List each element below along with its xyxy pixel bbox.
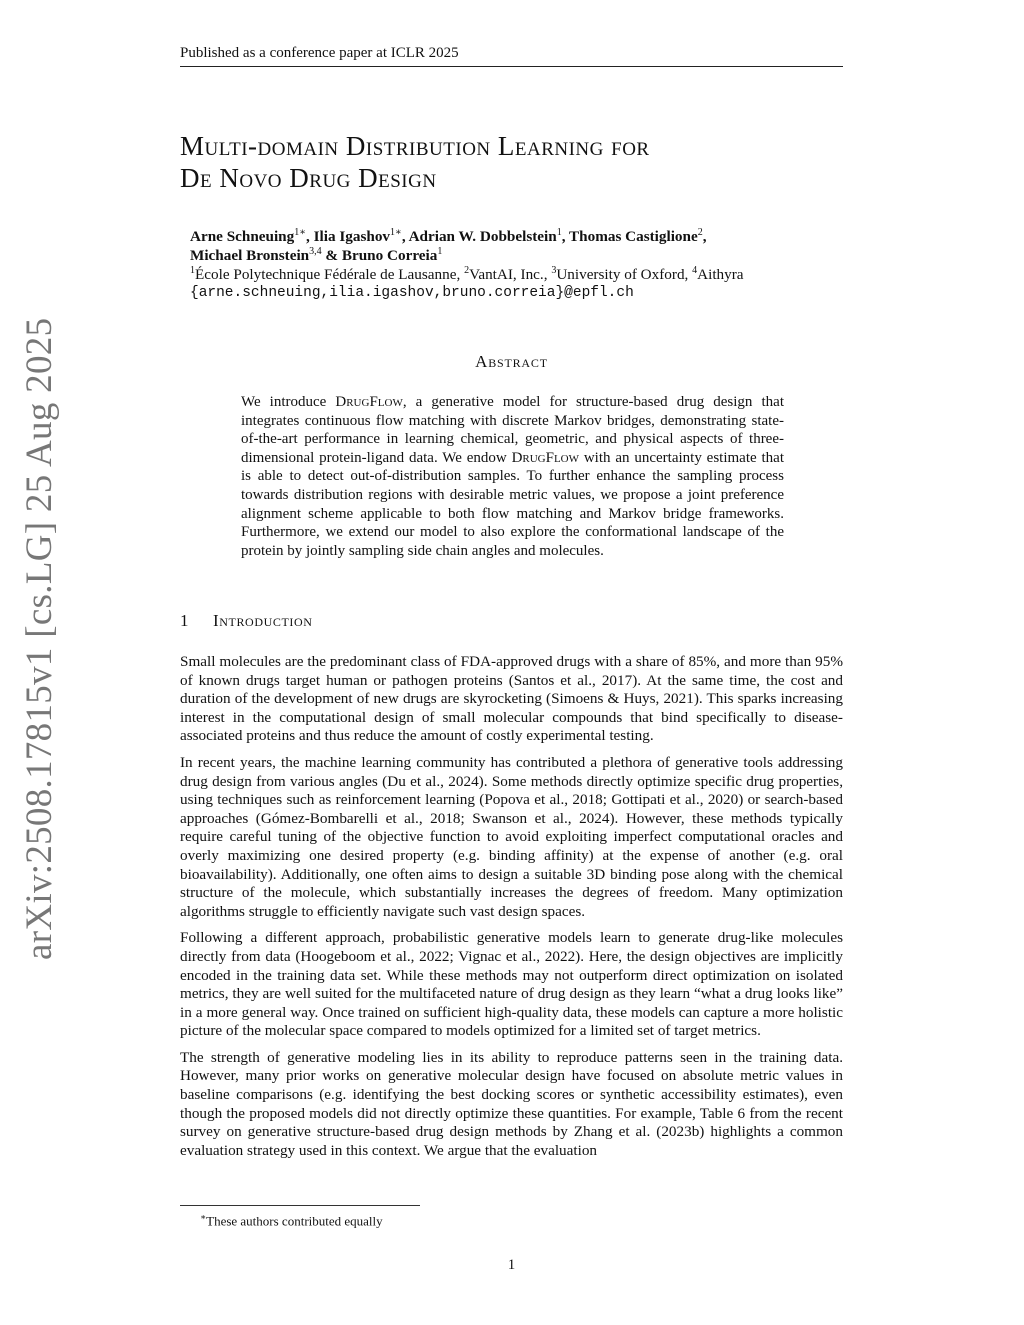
paragraph: In recent years, the machine learning community has contributed a plethora of generative tools addressing drug design from various angles (Du et al., 2024). Some methods directly optimize specific drug properties, using techniques such as reinforcement learning (Popova et al., 2018; Gottipati et al., 2020) or search-based approaches (Gómez-Bombarelli et al., 2018; Swanson et al., 2024). However, these methods typically require careful tuning of the objective function to avoid exploiting imperfect computational oracles and overly maximizing one desired property (e.g. binding affinity) at the expense of another (e.g. oral bioavailability). Additionally, one often aims to design a suitable 3D binding pose along with the chemical structure of the molecule, which substantially increases the degrees of freedom. Many optimization algorithms struggle to efficiently navigate such vast design spaces. xyxy=(180,753,843,920)
author-affil-mark: 2 xyxy=(697,226,703,238)
author-affil-mark: 1∗ xyxy=(294,226,307,238)
arxiv-stamp: arXiv:2508.17815v1 [cs.LG] 25 Aug 2025 xyxy=(19,317,60,960)
abstract-text xyxy=(241,393,784,560)
paper-title xyxy=(180,130,840,194)
paragraph: The strength of generative modeling lies in its ability to reproduce patterns seen in the training data. However, many prior works on generative molecular design have focused on absolute metric values in baseline comparisons (e.g. identifying the best docking scores or synthetic accessibility estimates), even though the proposed models did not directly optimize these quantities. For example, Table 6 from the recent survey on generative structure-based drug design methods by Zhang et al. (2023b) highlights a common evaluation strategy used in this context. We argue that the evaluation xyxy=(180,1048,843,1159)
title-line-1: Multi-domain Distribution Learning for xyxy=(180,131,650,161)
affiliation: University of Oxford, xyxy=(556,266,693,283)
model-name: DrugFlow xyxy=(335,394,403,410)
author-separator: , xyxy=(702,228,707,245)
author-name: Ilia Igashov xyxy=(313,228,391,245)
paragraph: Following a different approach, probabilistic generative models learn to generate drug-like molecules directly from data (Hoogeboom et al., 2022; Vignac et al., 2022). Here, the design objectives are implicitly encoded in the training data set. While these methods may not outperform direct optimization on isolated metrics, they are well suited for the multifaceted nature of drug design as they learn “what a drug looks like” in a more general way. Once trained on sufficient high-quality data, these models can capture a more holistic picture of the molecular space compared to models optimized for a limited set of target metrics. xyxy=(180,929,843,1040)
section-body xyxy=(180,653,843,1168)
affil-number: 2 xyxy=(464,264,470,276)
model-name: DrugFlow xyxy=(511,449,580,466)
footnote-mark: ∗ xyxy=(200,1212,207,1222)
abstract-heading: Abstract xyxy=(475,352,548,371)
author-separator: , xyxy=(306,228,314,245)
author-name: Adrian W. Dobbelstein xyxy=(408,228,557,245)
page-number: 1 xyxy=(507,1257,516,1273)
author-name: Thomas Castiglione xyxy=(569,228,698,245)
title-line-2: De Novo Drug Design xyxy=(180,163,437,193)
affiliation: Aithyra xyxy=(697,266,744,283)
author-separator: , xyxy=(561,228,570,245)
affiliation: VantAI, Inc., xyxy=(469,266,552,283)
affiliation: École Polytechnique Fédérale de Lausanne, xyxy=(195,266,465,283)
section-number: 1 xyxy=(180,611,190,630)
section-title: Introduction xyxy=(213,611,313,630)
author-emails: {arne.schneuing,ilia.igashov,bruno.correia}@epfl.ch xyxy=(190,285,634,301)
paragraph: Small molecules are the predominant class of FDA-approved drugs with a share of 85%, and more than 95% of known drugs target human or pathogen proteins (Santos et al., 2017). At the same time, the cost and duration of the development of new drugs are skyrocketing (Simoens & Huys, 2021). This sparks increasing interest in the computational design of small molecular compounds that bind specifically to disease-associated proteins and thus reduce the amount of costly experimental testing. xyxy=(180,653,843,745)
author-names xyxy=(190,227,840,265)
author-affil-mark: 1∗ xyxy=(390,226,402,238)
author-name: Arne Schneuing xyxy=(190,228,295,245)
abstract-part: We introduce xyxy=(241,394,336,410)
author-separator: & xyxy=(321,247,342,264)
author-separator: , xyxy=(401,228,409,245)
section-heading xyxy=(180,611,313,631)
abstract-part: with an uncertainty estimate that is able to detect out-of-distribution samples. To further enhance the sampling process towards distribution regions with desirable metric values, we propose a joint preference alignment scheme applicable to both flow matching and Markov bridge frameworks. Furthermore, we extend our model to also explore the conformational landscape of the protein by jointly sampling side chain angles and molecules. xyxy=(241,449,784,559)
affil-number: 3 xyxy=(551,264,557,276)
running-header: Published as a conference paper at ICLR 2025 xyxy=(180,43,843,67)
author-block xyxy=(190,227,840,303)
author-affil-mark: 3,4 xyxy=(309,245,322,257)
footnote-text: These authors contributed equally xyxy=(206,1213,383,1229)
abstract-part: , a generative model for structure-based drug design that integrates continuous flow matching with discrete Markov bridges, demonstrating state-of-the-art performance in learning chemical, geometric, and physical aspects of three-dimensional protein-ligand data. We endow xyxy=(241,394,784,466)
affiliations xyxy=(190,265,840,284)
author-name: Bruno Correia xyxy=(341,247,438,264)
footnote-rule xyxy=(180,1205,420,1206)
author-name: Michael Bronstein xyxy=(190,247,310,264)
author-affil-mark: 1 xyxy=(437,245,443,257)
affil-number: 1 xyxy=(190,264,195,276)
footnote xyxy=(200,1209,383,1229)
author-affil-mark: 1 xyxy=(556,226,562,238)
affil-number: 4 xyxy=(692,264,698,276)
